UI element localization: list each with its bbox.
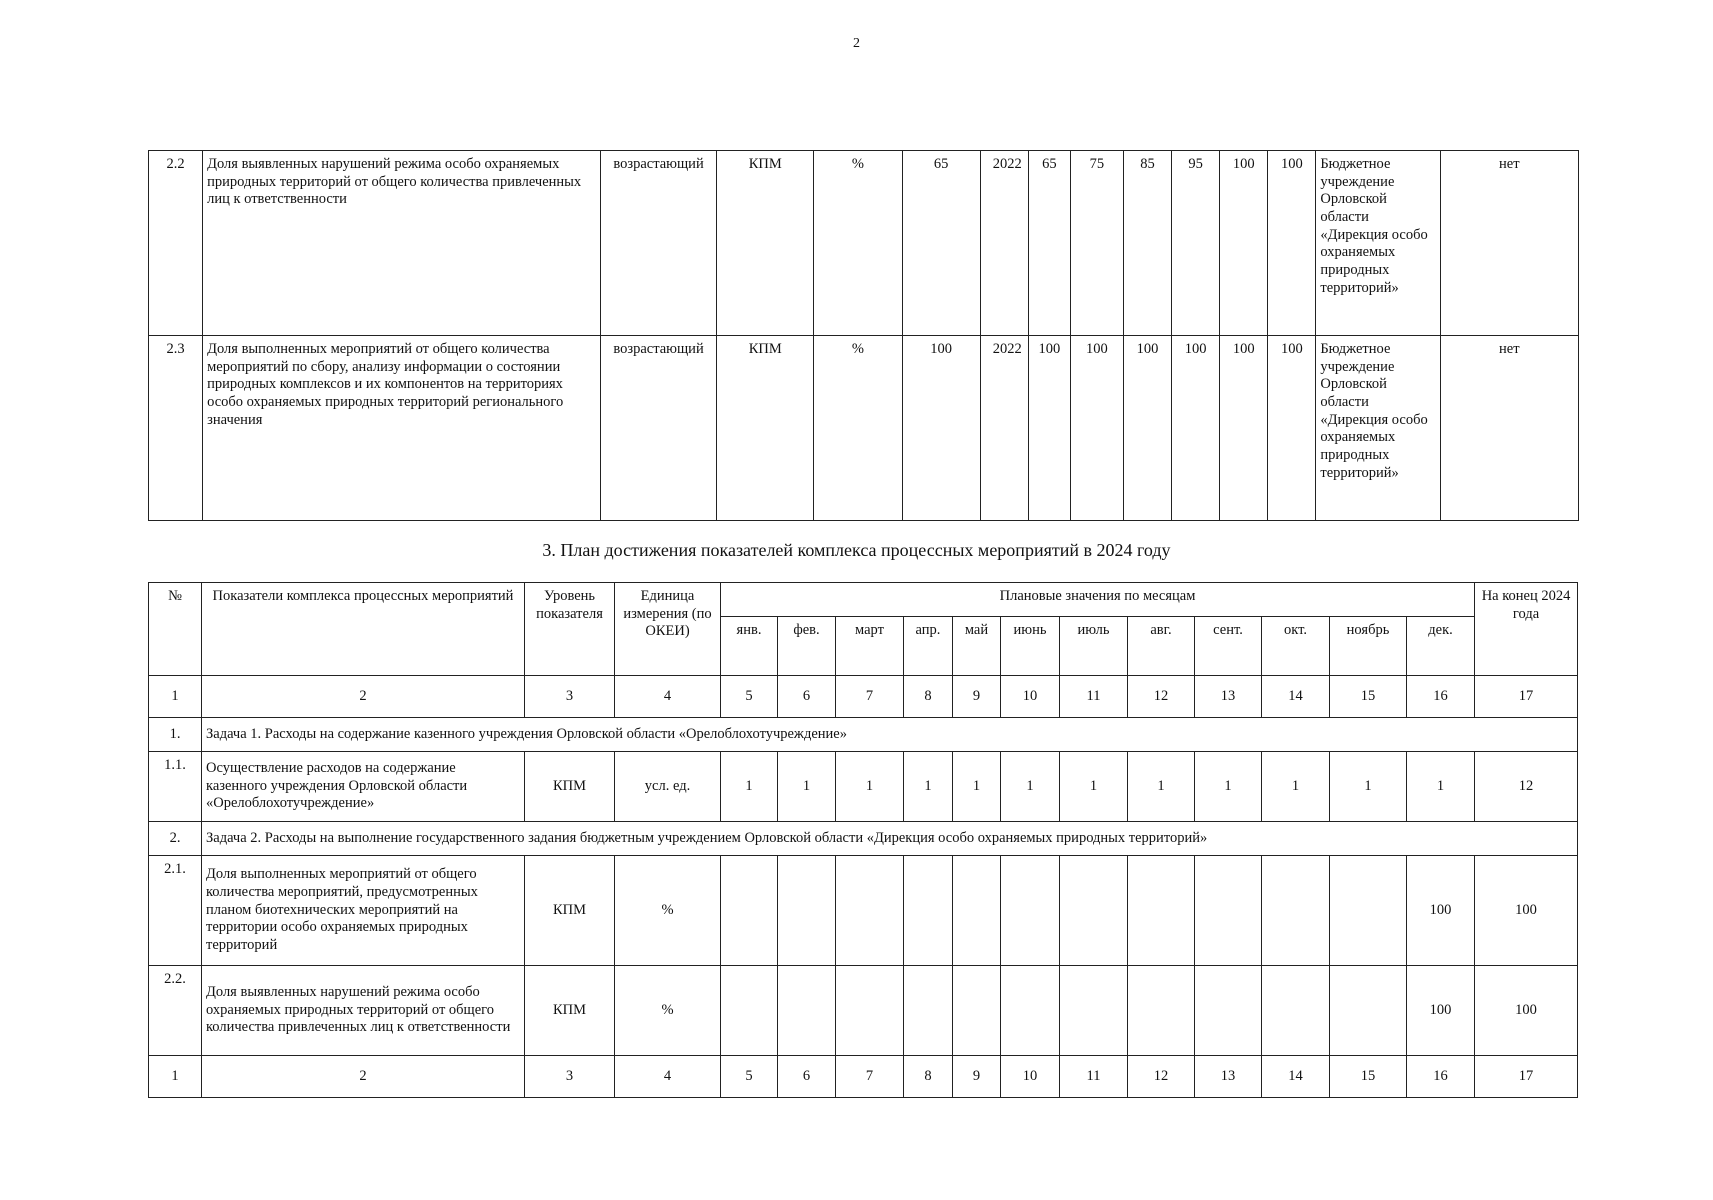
month-value bbox=[1195, 856, 1262, 966]
row-number: 2.1. bbox=[149, 856, 202, 966]
month-value: 100 bbox=[1407, 856, 1475, 966]
task-row bbox=[149, 822, 1578, 856]
header-unit: Единица измерения (по ОКЕИ) bbox=[615, 583, 721, 676]
month-header: янв. bbox=[721, 617, 778, 676]
value-cell: 85 bbox=[1123, 151, 1171, 336]
column-number: 5 bbox=[721, 1056, 778, 1098]
column-number: 7 bbox=[836, 1056, 904, 1098]
month-value: 1 bbox=[1330, 752, 1407, 822]
month-value bbox=[721, 856, 778, 966]
task-text: Задача 2. Расходы на выполнение государственного задания бюджетным учреждением Орловской области «Дирекция особо охраняемых природных территорий» bbox=[202, 822, 1578, 856]
header-row bbox=[149, 583, 1578, 617]
column-number: 8 bbox=[904, 676, 953, 718]
column-number: 2 bbox=[202, 676, 525, 718]
month-value: 1 bbox=[1262, 752, 1330, 822]
value-cell: 65 bbox=[1028, 151, 1070, 336]
month-header: май bbox=[953, 617, 1001, 676]
month-value bbox=[778, 856, 836, 966]
month-value bbox=[1001, 966, 1060, 1056]
indicator-level: КПМ bbox=[717, 336, 814, 521]
indicator-name: Осуществление расходов на содержание казенного учреждения Орловской области «Орелоблохотучреждение» bbox=[202, 752, 525, 822]
month-value bbox=[1060, 966, 1128, 1056]
column-number: 8 bbox=[904, 1056, 953, 1098]
indicator-name: Доля выполненных мероприятий от общего количества мероприятий, предусмотренных планом биотехнических мероприятий на территории особо охраняемых природных территорий bbox=[202, 856, 525, 966]
table-row bbox=[149, 151, 1579, 336]
task-number: 1. bbox=[149, 718, 202, 752]
indicator-level: КПМ bbox=[525, 856, 615, 966]
unit: % bbox=[615, 856, 721, 966]
base-value: 65 bbox=[902, 151, 980, 336]
column-number: 4 bbox=[615, 1056, 721, 1098]
column-number: 15 bbox=[1330, 1056, 1407, 1098]
month-value: 1 bbox=[778, 752, 836, 822]
month-value bbox=[721, 966, 778, 1056]
header-end: На конец 2024 года bbox=[1475, 583, 1578, 676]
table-row bbox=[149, 966, 1578, 1056]
column-number: 1 bbox=[149, 676, 202, 718]
table-row bbox=[149, 336, 1579, 521]
header-level: Уровень показателя bbox=[525, 583, 615, 676]
month-header: март bbox=[836, 617, 904, 676]
column-numbers-row bbox=[149, 1056, 1578, 1098]
month-header: авг. bbox=[1128, 617, 1195, 676]
month-header: июль bbox=[1060, 617, 1128, 676]
value-cell: 100 bbox=[1070, 336, 1123, 521]
month-value bbox=[904, 856, 953, 966]
month-header: июнь bbox=[1001, 617, 1060, 676]
month-value bbox=[836, 966, 904, 1056]
month-value bbox=[904, 966, 953, 1056]
column-number: 13 bbox=[1195, 676, 1262, 718]
column-number: 6 bbox=[778, 676, 836, 718]
column-number: 15 bbox=[1330, 676, 1407, 718]
month-value: 1 bbox=[1407, 752, 1475, 822]
column-number: 1 bbox=[149, 1056, 202, 1098]
month-header: фев. bbox=[778, 617, 836, 676]
month-value bbox=[953, 966, 1001, 1056]
month-value: 1 bbox=[904, 752, 953, 822]
column-number: 3 bbox=[525, 1056, 615, 1098]
column-number: 14 bbox=[1262, 1056, 1330, 1098]
row-number: 2.2 bbox=[149, 151, 203, 336]
section-title: 3. План достижения показателей комплекса процессных мероприятий в 2024 году bbox=[542, 540, 1171, 560]
value-cell: 100 bbox=[1220, 336, 1268, 521]
month-value bbox=[1330, 966, 1407, 1056]
month-header: сент. bbox=[1195, 617, 1262, 676]
month-value: 1 bbox=[836, 752, 904, 822]
unit: % bbox=[615, 966, 721, 1056]
end-value: 100 bbox=[1475, 966, 1578, 1056]
column-number: 17 bbox=[1475, 676, 1578, 718]
column-number: 9 bbox=[953, 1056, 1001, 1098]
column-number: 9 bbox=[953, 676, 1001, 718]
row-number: 2.2. bbox=[149, 966, 202, 1056]
column-number: 12 bbox=[1128, 676, 1195, 718]
month-value: 1 bbox=[721, 752, 778, 822]
unit: % bbox=[814, 151, 902, 336]
column-number: 16 bbox=[1407, 676, 1475, 718]
month-value bbox=[1330, 856, 1407, 966]
task-number: 2. bbox=[149, 822, 202, 856]
column-number: 10 bbox=[1001, 1056, 1060, 1098]
trend: возрастающий bbox=[600, 336, 716, 521]
table-row bbox=[149, 752, 1578, 822]
value-cell: 95 bbox=[1172, 151, 1220, 336]
base-year: 2022 bbox=[980, 151, 1028, 336]
column-number: 13 bbox=[1195, 1056, 1262, 1098]
table-row bbox=[149, 856, 1578, 966]
month-header: апр. bbox=[904, 617, 953, 676]
value-cell: 100 bbox=[1123, 336, 1171, 521]
responsible: Бюджетное учреждение Орловской области «Дирекция особо охраняемых природных территорий» bbox=[1316, 336, 1440, 521]
month-value bbox=[836, 856, 904, 966]
month-value: 1 bbox=[1195, 752, 1262, 822]
row-number: 2.3 bbox=[149, 336, 203, 521]
trend: возрастающий bbox=[600, 151, 716, 336]
task-text: Задача 1. Расходы на содержание казенного учреждения Орловской области «Орелоблохотучреждение» bbox=[202, 718, 1578, 752]
value-cell: 75 bbox=[1070, 151, 1123, 336]
month-value bbox=[953, 856, 1001, 966]
month-value bbox=[1262, 856, 1330, 966]
column-number: 5 bbox=[721, 676, 778, 718]
month-value bbox=[1060, 856, 1128, 966]
month-header: дек. bbox=[1407, 617, 1475, 676]
month-value: 1 bbox=[1001, 752, 1060, 822]
plan-table bbox=[148, 582, 1578, 1098]
base-year: 2022 bbox=[980, 336, 1028, 521]
column-numbers-row bbox=[149, 676, 1578, 718]
indicators-table bbox=[148, 150, 1579, 521]
indicator-level: КПМ bbox=[525, 752, 615, 822]
indicator-name: Доля выполненных мероприятий от общего количества мероприятий по сбору, анализу информации о состоянии природных комплексов и их компонентов на территориях особо охраняемых природных территорий регионального значения bbox=[203, 336, 601, 521]
indicator-name: Доля выявленных нарушений режима особо охраняемых природных территорий от общего количества привлеченных лиц к ответственности bbox=[202, 966, 525, 1056]
info-system: нет bbox=[1440, 151, 1578, 336]
column-number: 3 bbox=[525, 676, 615, 718]
base-value: 100 bbox=[902, 336, 980, 521]
header-num: № bbox=[149, 583, 202, 676]
end-value: 12 bbox=[1475, 752, 1578, 822]
end-value: 100 bbox=[1475, 856, 1578, 966]
month-header: окт. bbox=[1262, 617, 1330, 676]
column-number: 11 bbox=[1060, 1056, 1128, 1098]
month-header: ноябрь bbox=[1330, 617, 1407, 676]
month-value bbox=[1262, 966, 1330, 1056]
unit: усл. ед. bbox=[615, 752, 721, 822]
month-value: 1 bbox=[953, 752, 1001, 822]
unit: % bbox=[814, 336, 902, 521]
month-value bbox=[1195, 966, 1262, 1056]
task-row bbox=[149, 718, 1578, 752]
column-number: 12 bbox=[1128, 1056, 1195, 1098]
value-cell: 100 bbox=[1220, 151, 1268, 336]
indicator-level: КПМ bbox=[717, 151, 814, 336]
indicator-name: Доля выявленных нарушений режима особо охраняемых природных территорий от общего количества привлеченных лиц к ответственности bbox=[203, 151, 601, 336]
header-name: Показатели комплекса процессных мероприятий bbox=[202, 583, 525, 676]
month-value: 100 bbox=[1407, 966, 1475, 1056]
info-system: нет bbox=[1440, 336, 1578, 521]
responsible: Бюджетное учреждение Орловской области «Дирекция особо охраняемых природных территорий» bbox=[1316, 151, 1440, 336]
column-number: 16 bbox=[1407, 1056, 1475, 1098]
page-number: 2 bbox=[853, 36, 860, 51]
month-value bbox=[1001, 856, 1060, 966]
column-number: 10 bbox=[1001, 676, 1060, 718]
month-value bbox=[1128, 966, 1195, 1056]
column-number: 11 bbox=[1060, 676, 1128, 718]
row-number: 1.1. bbox=[149, 752, 202, 822]
column-number: 4 bbox=[615, 676, 721, 718]
month-value: 1 bbox=[1060, 752, 1128, 822]
value-cell: 100 bbox=[1268, 336, 1316, 521]
indicator-level: КПМ bbox=[525, 966, 615, 1056]
value-cell: 100 bbox=[1172, 336, 1220, 521]
header-plan: Плановые значения по месяцам bbox=[721, 583, 1475, 617]
month-value bbox=[1128, 856, 1195, 966]
column-number: 6 bbox=[778, 1056, 836, 1098]
value-cell: 100 bbox=[1268, 151, 1316, 336]
column-number: 17 bbox=[1475, 1056, 1578, 1098]
column-number: 7 bbox=[836, 676, 904, 718]
month-value bbox=[778, 966, 836, 1056]
value-cell: 100 bbox=[1028, 336, 1070, 521]
column-number: 2 bbox=[202, 1056, 525, 1098]
column-number: 14 bbox=[1262, 676, 1330, 718]
month-value: 1 bbox=[1128, 752, 1195, 822]
